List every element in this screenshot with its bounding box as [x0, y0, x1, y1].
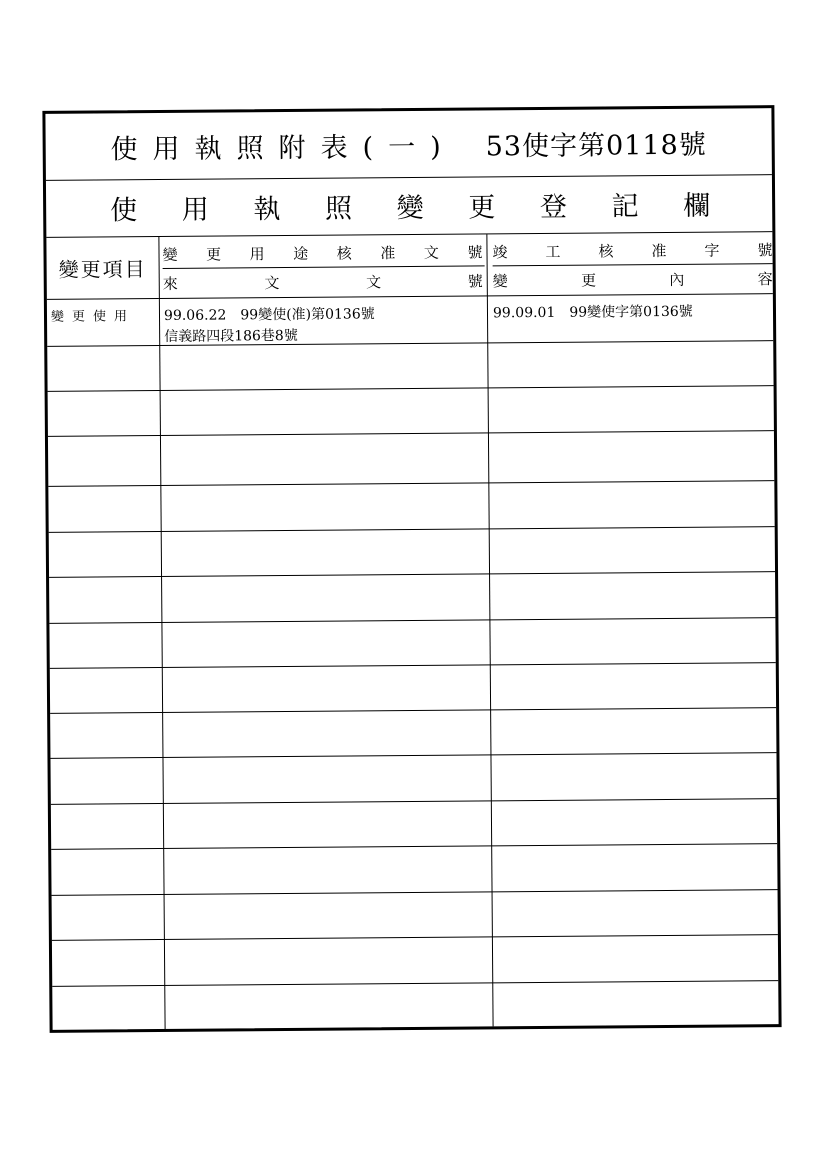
header-col2-top [162, 241, 482, 265]
header-char: 核 [598, 242, 614, 261]
subtitle-char: 執 [253, 194, 281, 226]
table-row [48, 385, 774, 437]
header-char: 號 [467, 243, 483, 262]
header-char: 文 [264, 274, 280, 293]
row-item: 變更使用 [50, 309, 136, 325]
header-char: 號 [757, 241, 773, 260]
header-char: 更 [206, 245, 222, 264]
table-row [48, 430, 774, 487]
table-row [48, 480, 774, 533]
permit-number: 53使字第0118號 [485, 129, 707, 162]
header-char: 文 [365, 273, 382, 292]
form-title [45, 108, 772, 181]
table-row [50, 752, 776, 805]
row-col2-line2: 信義路四段186巷8號 [164, 327, 298, 345]
table-row [47, 340, 773, 392]
subtitle-char: 使 [110, 195, 138, 227]
subtitle-char: 用 [181, 194, 209, 226]
subtitle-char: 更 [468, 192, 496, 224]
row-col3: 99.09.01 99變使字第0136號 [492, 303, 693, 322]
header-char: 內 [669, 270, 685, 289]
table-row [51, 843, 777, 896]
header-char: 容 [757, 270, 773, 289]
header-char: 途 [293, 244, 309, 263]
table-row [49, 526, 775, 578]
header-char: 竣 [492, 243, 508, 262]
header-char: 變 [492, 272, 508, 291]
header-char: 變 [162, 245, 178, 264]
table-row [50, 662, 776, 714]
subtitle-char: 登 [539, 191, 568, 223]
table-row [49, 617, 775, 669]
header-char: 准 [651, 241, 667, 261]
header-char: 號 [467, 272, 483, 291]
header-char: 文 [423, 243, 439, 262]
header-char: 更 [580, 271, 597, 290]
header-col3-top [492, 239, 772, 262]
header-col3-bottom [493, 268, 773, 291]
row-col2-line1: 99.06.22 99變使(准)第0136號 [163, 306, 375, 324]
header-col2-bottom [163, 270, 483, 294]
registry-form [42, 105, 781, 1033]
header-item-label: 變更項目 [46, 237, 158, 300]
table-row [51, 798, 777, 850]
title-main: 使用執照附表(一) [110, 131, 456, 165]
subtitle-char: 記 [611, 191, 639, 223]
header-char: 工 [545, 242, 561, 261]
header-char: 核 [336, 244, 352, 263]
subtitle-char: 照 [324, 193, 353, 225]
subtitle-char: 欄 [683, 190, 711, 222]
table-row [49, 571, 775, 624]
header-char: 來 [162, 274, 178, 293]
header-char: 准 [380, 244, 396, 263]
table-row [50, 707, 776, 759]
form-subtitle [46, 174, 772, 238]
subtitle-char: 變 [396, 192, 424, 225]
header-char: 字 [704, 241, 720, 260]
table-row [52, 889, 778, 941]
table-row [52, 934, 778, 987]
header-char: 用 [249, 245, 265, 264]
table-row [47, 294, 773, 347]
